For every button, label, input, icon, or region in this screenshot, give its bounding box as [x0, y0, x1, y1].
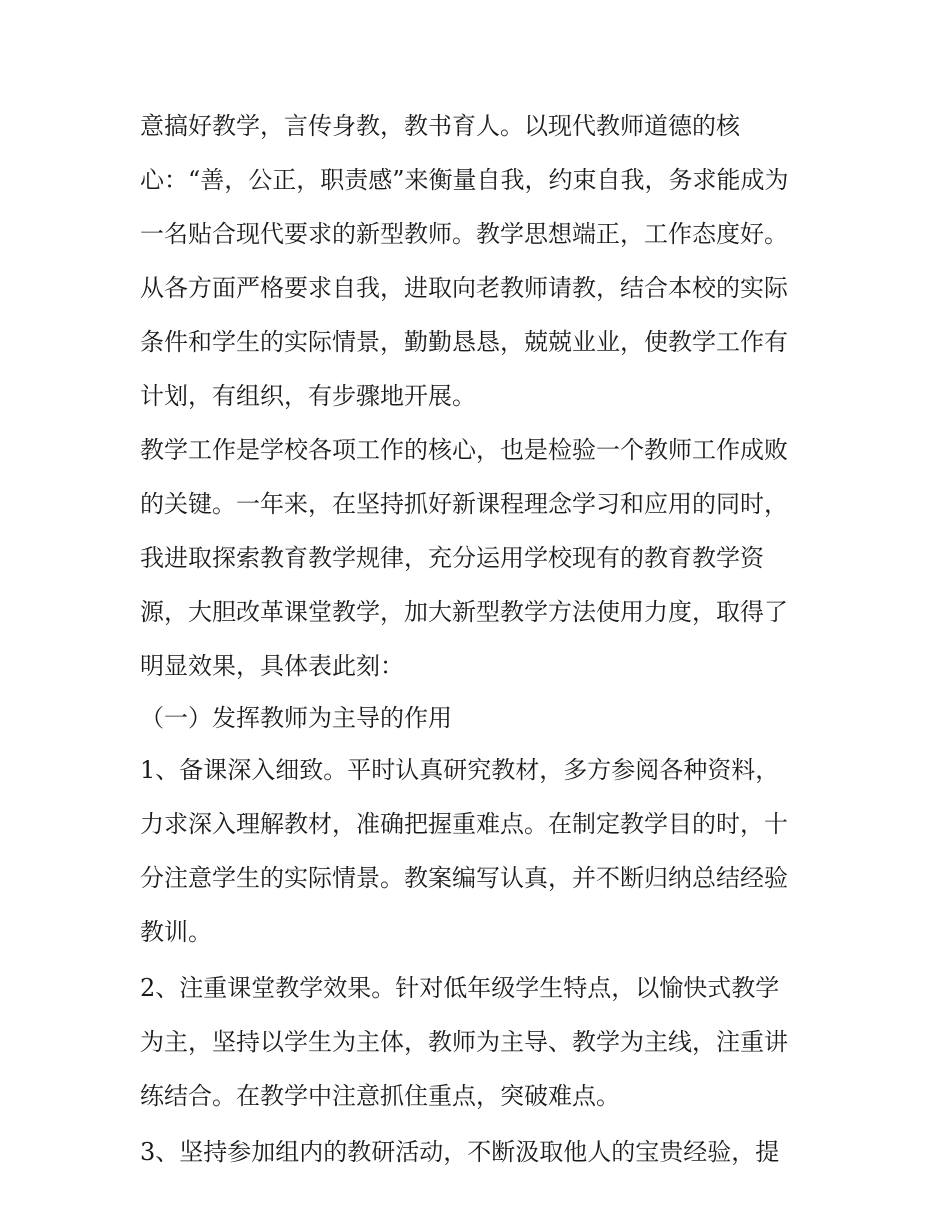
text-line: 源，大胆改革课堂教学，加大新型教学方法使用力度，取得了 [140, 598, 788, 626]
text-line: 为主，坚持以学生为主体，教师为主导、教学为主线，注重讲 [140, 1028, 788, 1056]
text-line: 条件和学生的实际情景，勤勤恳恳，兢兢业业，使教学工作有 [140, 328, 788, 356]
text-line: 教训。 [140, 918, 212, 946]
text-line: 教学工作是学校各项工作的核心，也是检验一个教师工作成败 [140, 436, 788, 464]
section-heading: （一）发挥教师为主导的作用 [140, 704, 452, 732]
text-line: 力求深入理解教材，准确把握重难点。在制定教学目的时，十 [140, 810, 788, 838]
list-item: 3、坚持参加组内的教研活动，不断汲取他人的宝贵经验，提 [140, 1138, 780, 1166]
text-line: 明显效果，具体表此刻： [140, 652, 404, 680]
text-line: 心：“善，公正，职责感”来衡量自我，约束自我，务求能成为 [140, 166, 789, 194]
list-item: 1、备课深入细致。平时认真研究教材，多方参阅各种资料， [140, 756, 780, 784]
text-line: 一名贴合现代要求的新型教师。教学思想端正，工作态度好。 [140, 220, 788, 248]
text-line: 的关键。一年来，在坚持抓好新课程理念学习和应用的同时， [140, 490, 788, 518]
text-line: 分注意学生的实际情景。教案编写认真，并不断归纳总结经验 [140, 864, 788, 892]
text-line: 我进取探索教育教学规律，充分运用学校现有的教育教学资 [140, 544, 764, 572]
text-line: 练结合。在教学中注意抓住重点，突破难点。 [140, 1082, 620, 1110]
list-item: 2、注重课堂教学效果。针对低年级学生特点，以愉快式教学 [140, 974, 780, 1002]
text-line: 计划，有组织，有步骤地开展。 [140, 382, 476, 410]
text-line: 意搞好教学，言传身教，教书育人。以现代教师道德的核 [140, 112, 740, 140]
text-line: 从各方面严格要求自我，进取向老教师请教，结合本校的实际 [140, 274, 788, 302]
